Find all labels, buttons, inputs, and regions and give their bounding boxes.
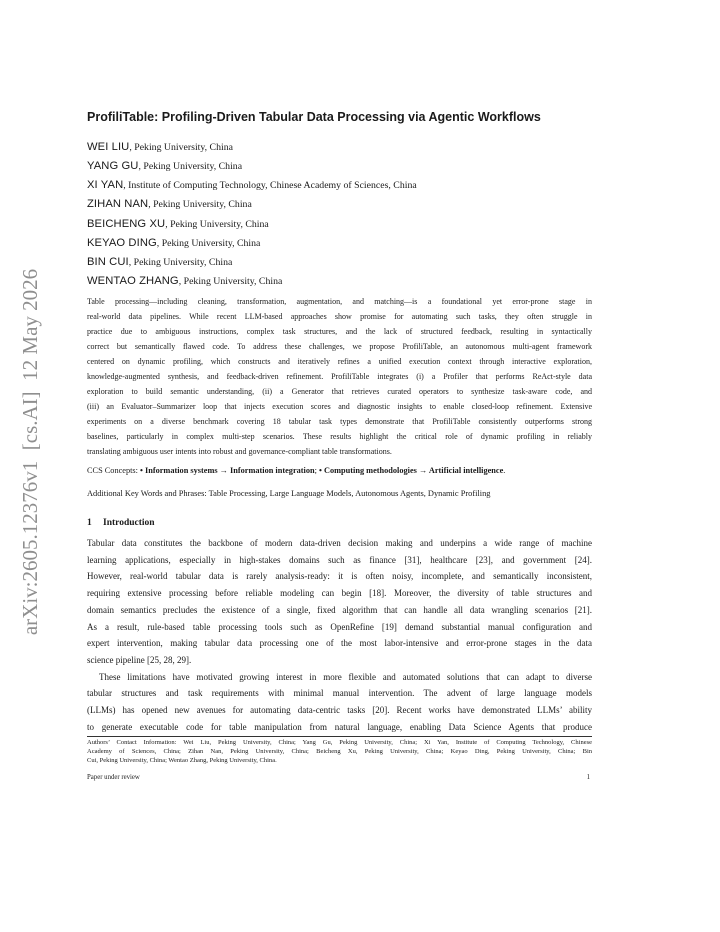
section-number: 1 <box>87 518 92 528</box>
author-name: XI YAN <box>87 179 124 191</box>
author-name: KEYAO DING <box>87 237 157 249</box>
abstract-line: centered on dynamic profiling, which constructs and iteratively refines a unified execution context through interactive exploration, <box>87 357 592 366</box>
abstract-line: real-world data pipelines. While recent LLM-based approaches show promise for automating such tasks, they often struggle in <box>87 312 592 321</box>
body-line: However, real-world tabular data is rarely analysis-ready: it is often noisy, incomplete, and semantically inconsistent, <box>87 571 592 582</box>
body-line: science pipeline [25, 28, 29]. <box>87 654 192 665</box>
author-line <box>87 158 242 172</box>
keywords-label: Additional Key Words and Phrases: <box>87 489 209 498</box>
ccs-concept: • Computing methodologies → Artificial intelligence <box>319 466 504 475</box>
abstract-line: knowledge-augmented synthesis, and feedback-driven refinement. ProfiliTable integrates (i) a Profiler that performs ReAct-style data <box>87 372 592 381</box>
author-name: WEI LIU <box>87 141 130 153</box>
author-affiliation: , Peking University, China <box>165 219 269 230</box>
keywords <box>87 488 490 500</box>
abstract-line: Table processing—including cleaning, transformation, augmentation, and matching—is a foundational yet error-prone stage in <box>87 297 592 306</box>
author-name: ZIHAN NAN <box>87 198 149 210</box>
ccs-separator: ; <box>314 466 320 475</box>
ccs-concepts <box>87 465 505 477</box>
body-line: These limitations have motivated growing interest in more flexible and automated solutions that can adapt to diverse <box>99 671 592 682</box>
body-line: learning applications, especially in high-stakes domains such as finance [31], healthcare [23], and government [24]. <box>87 554 592 565</box>
abstract-line: exploration to build semantic understanding, (ii) a Generator that retrieves curated operators to synthesize task-aware code, and <box>87 387 592 396</box>
footnote-line: Authors’ Contact Information: Wei Liu, Peking University, China; Yang Gu, Peking University, China; Xi Yan, Institute of Computing Technology, Chinese <box>87 739 592 746</box>
author-line <box>87 139 233 153</box>
section-heading <box>87 517 155 530</box>
author-affiliation: , Peking University, China <box>128 257 233 268</box>
body-line: (LLMs) has opened new avenues for automating data-centric tasks [20]. Recent works have demonstrated LLMs’ ability <box>87 705 592 715</box>
author-affiliation: , Peking University, China <box>138 161 243 172</box>
author-name: BEICHENG XU <box>87 218 166 230</box>
author-line <box>87 254 232 268</box>
author-line <box>87 235 260 249</box>
footnote-rule <box>87 736 592 737</box>
footnote-line: Cui, Peking University, China; Wentao Zhang, Peking University, China. <box>87 757 277 764</box>
abstract-line: practice due to ambiguous instructions, complex task structures, and the lack of structured feedback, resulting in syntactically <box>87 327 592 336</box>
page-footer <box>87 773 592 783</box>
section-title: Introduction <box>103 518 155 528</box>
ccs-label: CCS Concepts: <box>87 466 141 475</box>
abstract-line: experiments on a diverse benchmark covering 18 tabular task types demonstrate that ProfiliTable consistently outperforms strong <box>87 417 592 426</box>
ccs-end: . <box>503 466 506 475</box>
author-name: BIN CUI <box>87 256 129 268</box>
author-line <box>87 177 417 191</box>
body-line: expert intervention, making tabular data processing one of the most labor-intensive and error-prone stages in the data <box>87 638 592 649</box>
body-line: tabular structures and task requirements with minimal manual intervention. The advent of large language models <box>87 688 592 699</box>
body-line: to generate executable code for table manipulation from natural language, enabling Data Science Agents that produce <box>87 721 592 732</box>
author-line <box>87 216 269 230</box>
author-line <box>87 273 282 287</box>
author-name: YANG GU <box>87 160 139 172</box>
keywords-text: Table Processing, Large Language Models, Autonomous Agents, Dynamic Profiling <box>208 489 491 498</box>
abstract-line: correct but semantically flawed code. To address these challenges, we propose ProfiliTable, an autonomous multi-agent framework <box>87 342 592 351</box>
page-number: 1 <box>586 774 590 781</box>
body-line: domain semantics precludes the existence of a single, fixed algorithm that can handle all data wrangling scenarios [21]. <box>87 604 592 615</box>
body-line: requiring extensive processing before reliable modeling can begin [18]. Moreover, the diversity of table structures and <box>87 588 592 599</box>
body-line: Tabular data constitutes the backbone of modern data-driven decision making and underpins a wide range of machine <box>87 538 592 548</box>
footer-status: Paper under review <box>87 774 140 781</box>
abstract-line: (iii) an Evaluator–Summarizer loop that injects execution scores and diagnostic insights to enable closed-loop refinement. Extensive <box>87 402 592 411</box>
author-affiliation: , Institute of Computing Technology, Chinese Academy of Sciences, China <box>123 180 417 191</box>
author-affiliation: , Peking University, China <box>129 142 233 153</box>
body-line: As a result, rule-based table processing tools such as OpenRefine [19] demand substantial manual configuration and <box>87 621 592 632</box>
author-affiliation: , Peking University, China <box>178 276 283 287</box>
author-affiliation: , Peking University, China <box>156 238 261 249</box>
author-name: WENTAO ZHANG <box>87 275 179 287</box>
paper-title: ProfiliTable: Profiling-Driven Tabular Data Processing via Agentic Workflows <box>87 110 541 124</box>
ccs-concept: • Information systems → Information integration <box>140 466 315 475</box>
abstract-line: translating ambiguous user intents into robust and governance-compliant table transformations. <box>87 447 392 456</box>
arxiv-stamp: arXiv:2605.12376v1 [cs.AI] 12 May 2026 <box>18 268 42 636</box>
author-affiliation: , Peking University, China <box>148 199 252 210</box>
abstract-line: baselines, particularly in complex multi-step scenarios. These results highlight the critical role of dynamic profiling in reliably <box>87 432 592 441</box>
author-line <box>87 196 252 210</box>
footnote-line: Academy of Sciences, China; Zihan Nan, Peking University, China; Beicheng Xu, Peking University, China; Keyao Ding, Peking University, China; Bin <box>87 748 592 755</box>
